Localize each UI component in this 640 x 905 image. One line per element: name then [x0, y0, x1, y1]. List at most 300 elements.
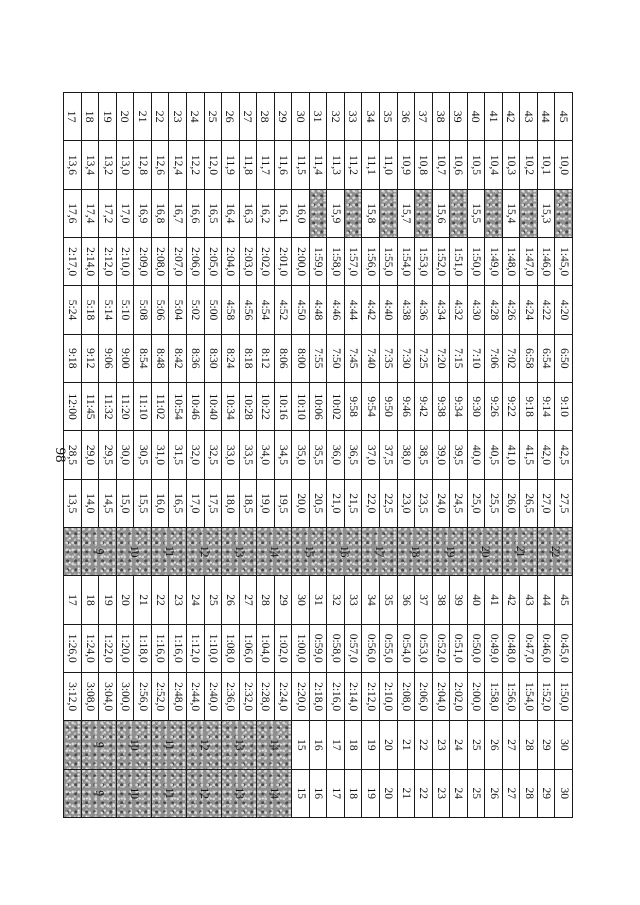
cell-d	[134, 237, 152, 285]
cell-d	[64, 237, 82, 285]
cell-d	[432, 237, 450, 285]
cell-value: 21	[399, 787, 412, 800]
cell-h	[169, 431, 187, 479]
cell-g	[99, 382, 117, 430]
cell-value: 11,1	[364, 155, 377, 175]
cell-value: 2:01,0	[276, 247, 289, 277]
cell-value: 8:00	[294, 348, 307, 369]
cell-value: 24,0	[434, 493, 447, 514]
cell-value: 2:20,0	[294, 682, 307, 712]
cell-o	[467, 769, 485, 817]
cell-a	[450, 93, 468, 141]
cell-n	[397, 721, 415, 769]
cell-a	[204, 93, 222, 141]
cell-value: 1:47,0	[522, 247, 535, 277]
cell-m	[467, 672, 485, 720]
cell-e	[134, 286, 152, 334]
cell-l	[134, 624, 152, 672]
cell-value: 7:35	[382, 348, 395, 369]
cell-n	[450, 721, 468, 769]
cell-g	[81, 382, 99, 430]
cell-m	[415, 672, 433, 720]
cell-value: 27	[505, 739, 518, 751]
cell-f	[309, 334, 327, 382]
cell-a	[309, 93, 327, 141]
cell-n	[415, 721, 433, 769]
cell-i	[257, 479, 275, 527]
cell-value: 4:52	[276, 299, 289, 321]
cell-value: 30	[557, 787, 570, 800]
table-row	[450, 93, 468, 818]
cell-value: 1:12,0	[189, 633, 202, 663]
cell-value: 40,0	[470, 444, 482, 466]
cell-value: 2:07,0	[171, 247, 184, 277]
cell-value: 10,0	[557, 154, 570, 176]
cell-e	[537, 286, 555, 334]
cell-h	[467, 431, 485, 479]
table-row	[292, 93, 310, 818]
cell-g	[362, 382, 380, 430]
cell-n	[186, 721, 221, 769]
cell-m	[64, 672, 82, 720]
cell-value: 42	[504, 110, 519, 123]
cell-value: 7:10	[470, 348, 482, 369]
cell-value: 2:14,0	[83, 247, 96, 277]
cell-d	[502, 237, 520, 285]
cell-g	[169, 382, 187, 430]
cell-value: 17,4	[83, 203, 96, 224]
cell-value: 35,5	[312, 444, 325, 466]
cell-value: 39,5	[452, 444, 465, 466]
cell-value: 17	[329, 787, 342, 800]
cell-h	[151, 431, 169, 479]
cell-m	[274, 672, 292, 720]
cell-value: 16	[312, 739, 325, 751]
cell-a	[292, 93, 310, 141]
cell-l	[415, 624, 433, 672]
cell-c	[502, 189, 520, 237]
cell-value: 20	[382, 739, 395, 751]
cell-f	[397, 334, 415, 382]
cell-h	[99, 431, 117, 479]
cell-i	[64, 479, 82, 527]
cell-o	[257, 769, 292, 817]
cell-j	[257, 527, 292, 575]
cell-o	[520, 769, 538, 817]
cell-value: 3:08,0	[83, 682, 96, 712]
cell-value: 1:45,0	[557, 247, 570, 277]
cell-m	[432, 672, 450, 720]
cell-value: 11,0	[382, 155, 395, 175]
cell-o	[327, 769, 345, 817]
cell-value: 11,9	[224, 155, 237, 175]
cell-value: 26,5	[522, 493, 535, 514]
cell-d	[239, 237, 257, 285]
cell-value: 2:04,0	[224, 247, 237, 277]
cell-i	[292, 479, 310, 527]
cell-c	[274, 189, 292, 237]
table-row	[415, 93, 433, 818]
cell-value: 23,0	[399, 493, 412, 514]
cell-value: 15,9	[329, 203, 342, 224]
cell-value: 32,5	[206, 444, 219, 466]
cell-value: 17	[65, 110, 80, 123]
cell-value: 8:06	[276, 348, 289, 369]
cell-c	[222, 189, 240, 237]
cell-c	[169, 189, 187, 237]
cell-value: 13	[233, 545, 246, 558]
cell-value: 4:38	[399, 299, 412, 321]
cell-value: 10:16	[276, 393, 289, 420]
cell-value: 2:04,0	[434, 682, 447, 712]
cell-b	[239, 141, 257, 189]
cell-f	[502, 334, 520, 382]
cell-a	[432, 93, 450, 141]
cell-value: 45	[557, 594, 570, 606]
cell-value: 2:02,0	[259, 247, 272, 277]
cell-value: 0:52,0	[434, 633, 447, 663]
cell-value: 4:34	[434, 299, 447, 321]
cell-c	[344, 189, 362, 237]
cell-c	[415, 189, 433, 237]
cell-k	[274, 576, 292, 624]
cell-value: 12	[198, 545, 211, 558]
cell-value: 10:22	[259, 393, 272, 420]
cell-value: 9:00	[119, 348, 132, 369]
cell-value: 5:24	[66, 299, 79, 321]
cell-c	[520, 189, 538, 237]
cell-value: 24	[452, 739, 465, 751]
cell-n	[81, 721, 116, 769]
cell-value: 28	[522, 739, 535, 751]
cell-value: 35	[382, 594, 395, 606]
cell-a	[485, 93, 503, 141]
cell-value: 3:04,0	[101, 682, 114, 712]
cell-value: 7:40	[364, 348, 377, 369]
cell-e	[344, 286, 362, 334]
cell-i	[81, 479, 99, 527]
cell-value: 27	[240, 110, 255, 123]
cell-value: 7:25	[417, 348, 430, 369]
cell-b	[379, 141, 397, 189]
cell-value: 9:22	[505, 396, 518, 417]
cell-h	[344, 431, 362, 479]
cell-value: 30	[293, 110, 308, 123]
cell-value: 1:49,0	[487, 247, 500, 277]
cell-value: 25	[470, 739, 482, 751]
cell-n	[502, 721, 520, 769]
cell-value: 38	[433, 110, 448, 123]
cell-value: 11	[162, 787, 175, 799]
cell-b	[344, 141, 362, 189]
cell-n	[116, 721, 151, 769]
cell-value: 5:00	[206, 299, 219, 321]
cell-e	[432, 286, 450, 334]
cell-value: 18,0	[224, 493, 237, 514]
cell-value: 10,2	[522, 154, 535, 176]
cell-l	[485, 624, 503, 672]
cell-value: 18	[82, 110, 97, 123]
cell-n	[362, 721, 380, 769]
cell-value: 11:32	[101, 393, 114, 420]
cell-n	[257, 721, 292, 769]
cell-value: 16,5	[171, 493, 184, 514]
cell-value: 8:54	[136, 348, 149, 369]
cell-value: 44	[540, 594, 553, 606]
cell-value: 8:36	[189, 348, 202, 369]
cell-d	[292, 237, 310, 285]
cell-d	[520, 237, 538, 285]
cell-d	[169, 237, 187, 285]
cell-value: 7:55	[312, 348, 325, 369]
cell-b	[415, 141, 433, 189]
cell-value: 4:36	[417, 299, 430, 321]
cell-value: 32	[329, 594, 342, 606]
cell-k	[151, 576, 169, 624]
cell-g	[186, 382, 204, 430]
cell-value: 13	[233, 787, 246, 800]
cell-value: 16	[312, 787, 325, 800]
cell-value: 40	[469, 110, 483, 123]
cell-value: 1:08,0	[224, 633, 237, 663]
cell-h	[362, 431, 380, 479]
cell-e	[379, 286, 397, 334]
cell-b	[485, 141, 503, 189]
cell-value: 4:32	[452, 299, 465, 321]
cell-value: 21	[135, 110, 150, 123]
cell-d	[186, 237, 204, 285]
cell-value: 18	[347, 787, 360, 800]
cell-value: 45	[556, 110, 571, 123]
table-row	[520, 93, 538, 818]
cell-value: 5:04	[171, 299, 184, 321]
cell-value: 15,3	[540, 203, 553, 224]
cell-e	[450, 286, 468, 334]
cell-a	[99, 93, 117, 141]
cell-d	[151, 237, 169, 285]
cell-d	[309, 237, 327, 285]
cell-value: 0:50,0	[470, 633, 482, 663]
cell-o	[186, 769, 221, 817]
cell-value: 19	[364, 739, 377, 751]
cell-value: 5:06	[154, 299, 167, 321]
cell-value: 0:46,0	[540, 633, 553, 663]
cell-value: 1:52,0	[540, 682, 553, 712]
cell-m	[116, 672, 134, 720]
cell-c	[555, 189, 573, 237]
cell-value: 2:00,0	[470, 682, 482, 712]
cell-value: 15,6	[434, 203, 447, 224]
table-row	[222, 93, 240, 818]
cell-value: 11,7	[259, 155, 272, 175]
cell-d	[362, 237, 380, 285]
cell-k	[169, 576, 187, 624]
cell-k	[520, 576, 538, 624]
cell-n	[432, 721, 450, 769]
cell-d	[537, 237, 555, 285]
cell-value: 11	[162, 739, 175, 751]
cell-value: 24,5	[452, 493, 465, 514]
cell-value: 7:15	[452, 348, 465, 369]
cell-value: 16,0	[154, 493, 167, 514]
cell-value: 2:14,0	[347, 682, 360, 712]
cell-value: 16,8	[154, 203, 167, 224]
cell-m	[239, 672, 257, 720]
cell-f	[415, 334, 433, 382]
cell-value: 0:51,0	[452, 633, 465, 663]
cell-value: 41,0	[505, 444, 518, 466]
cell-d	[99, 237, 117, 285]
cell-e	[467, 286, 485, 334]
cell-value: 18	[83, 594, 96, 606]
cell-n	[344, 721, 362, 769]
cell-value: 25	[205, 110, 220, 123]
cell-m	[555, 672, 573, 720]
cell-g	[344, 382, 362, 430]
cell-i	[362, 479, 380, 527]
cell-value: 27	[505, 787, 518, 800]
cell-n	[151, 721, 186, 769]
cell-b	[64, 141, 82, 189]
cell-value: 0:45,0	[557, 633, 570, 663]
cell-g	[151, 382, 169, 430]
cell-b	[204, 141, 222, 189]
cell-value: 21,0	[329, 493, 342, 514]
table-row	[151, 93, 169, 818]
cell-k	[257, 576, 275, 624]
cell-e	[292, 286, 310, 334]
cell-value: 9:26	[487, 396, 500, 417]
cell-value: 6:50	[557, 348, 570, 369]
cell-o	[432, 769, 450, 817]
cell-value: 10:54	[171, 393, 184, 420]
cell-value: 1:50,0	[470, 247, 482, 277]
cell-value: 10,4	[487, 154, 500, 176]
cell-value: 0:59,0	[312, 633, 325, 663]
cell-o	[379, 769, 397, 817]
cell-value: 28,5	[66, 444, 79, 466]
cell-e	[362, 286, 380, 334]
cell-m	[327, 672, 345, 720]
cell-value: 2:06,0	[417, 682, 430, 712]
cell-value: 9	[92, 548, 105, 555]
cell-l	[555, 624, 573, 672]
cell-c	[64, 189, 82, 237]
cell-value: 10,6	[452, 154, 465, 176]
cell-value: 9:14	[540, 396, 553, 417]
cell-value: 40,5	[487, 444, 500, 466]
cell-value: 27,0	[540, 493, 553, 514]
cell-value: 28	[522, 787, 535, 800]
cell-g	[397, 382, 415, 430]
cell-i	[344, 479, 362, 527]
cell-l	[257, 624, 275, 672]
cell-a	[169, 93, 187, 141]
cell-i	[520, 479, 538, 527]
cell-b	[327, 141, 345, 189]
table-row	[432, 93, 450, 818]
cell-a	[274, 93, 292, 141]
cell-value: 1:06,0	[241, 633, 254, 663]
cell-k	[555, 576, 573, 624]
cell-value: 14	[268, 545, 281, 558]
cell-a	[64, 93, 82, 141]
cell-a	[239, 93, 257, 141]
cell-value: 13,2	[101, 154, 114, 176]
cell-f	[485, 334, 503, 382]
cell-m	[379, 672, 397, 720]
cell-value: 0:57,0	[347, 633, 360, 663]
cell-value: 1:02,0	[276, 633, 289, 663]
cell-e	[64, 286, 82, 334]
cell-value: 10:34	[224, 393, 237, 420]
cell-value: 1:00,0	[294, 633, 307, 663]
cell-k	[379, 576, 397, 624]
cell-l	[309, 624, 327, 672]
cell-value: 10:46	[189, 393, 202, 420]
cell-i	[467, 479, 485, 527]
table-row	[99, 93, 117, 818]
table-row	[274, 93, 292, 818]
cell-d	[450, 237, 468, 285]
cell-value: 30,0	[119, 444, 132, 466]
cell-value: 16,5	[206, 203, 219, 224]
cell-h	[81, 431, 99, 479]
cell-value: 4:30	[470, 299, 482, 321]
cell-value: 6:58	[522, 348, 535, 369]
cell-value: 23	[434, 739, 447, 751]
cell-i	[186, 479, 204, 527]
cell-value: 22	[417, 787, 430, 800]
cell-value: 2:05,0	[206, 247, 219, 277]
cell-value: 21	[399, 739, 412, 751]
cell-n	[379, 721, 397, 769]
cell-o	[485, 769, 503, 817]
cell-n	[309, 721, 327, 769]
cell-value: 39,0	[434, 444, 447, 466]
cell-value: 1:54,0	[399, 247, 412, 277]
cell-value: 13	[233, 739, 246, 751]
cell-e	[116, 286, 134, 334]
cell-k	[186, 576, 204, 624]
page-number: 98	[52, 447, 68, 463]
cell-value: 12,0	[206, 154, 219, 176]
table-row	[64, 93, 82, 818]
cell-value: 2:40,0	[206, 682, 219, 712]
cell-b	[99, 141, 117, 189]
cell-value: 4:48	[312, 299, 325, 321]
cell-h	[537, 431, 555, 479]
cell-value: 14	[268, 739, 281, 751]
cell-j	[222, 527, 257, 575]
cell-f	[169, 334, 187, 382]
cell-value: 12,4	[171, 154, 184, 176]
cell-value: 19,0	[259, 493, 272, 514]
cell-value: 2:10,0	[119, 247, 132, 277]
cell-value: 1:46,0	[540, 247, 553, 277]
cell-f	[274, 334, 292, 382]
cell-value: 25,5	[487, 493, 500, 514]
cell-l	[99, 624, 117, 672]
cell-i	[502, 479, 520, 527]
cell-m	[362, 672, 380, 720]
cell-value: 12	[198, 739, 211, 751]
cell-value: 12,6	[154, 154, 167, 176]
cell-l	[239, 624, 257, 672]
table-row	[485, 93, 503, 818]
cell-value: 2:44,0	[189, 682, 202, 712]
cell-l	[432, 624, 450, 672]
